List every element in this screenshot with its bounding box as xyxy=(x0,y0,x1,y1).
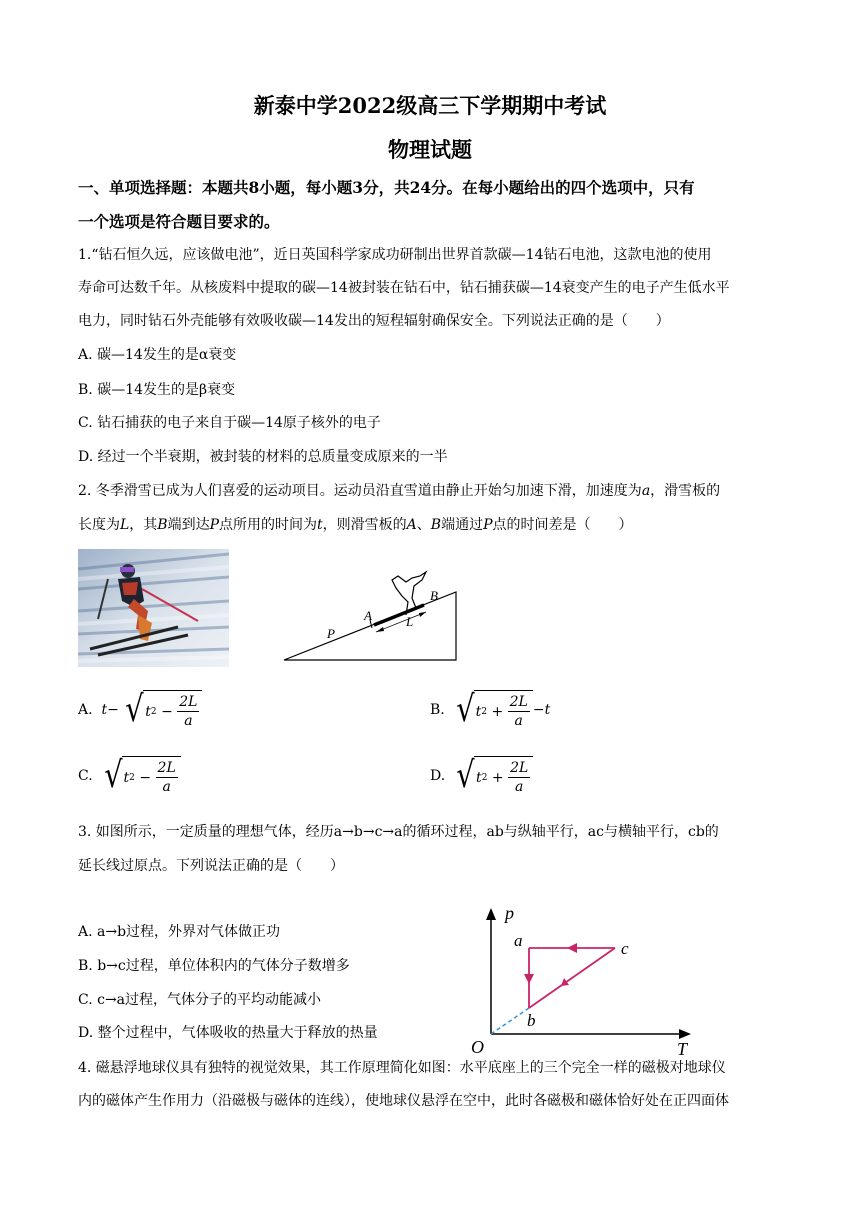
subject-title: 物理试题 xyxy=(388,137,472,162)
q4-stem-line1: 4. 磁悬浮地球仪具有独特的视觉效果，其工作原理简化如图：水平底座上的三个完全一样的磁极对地球仪 xyxy=(78,1060,726,1076)
origin-label: O xyxy=(471,1037,484,1057)
q3-option-a: A. a→b过程，外界对气体做正功 xyxy=(78,924,281,940)
exam-title: 新泰中学2022级高三下学期期中考试 xyxy=(253,93,607,118)
q2-stem-line1: 2. 冬季滑雪已成为人们喜爱的运动项目。运动员沿直雪道由静止开始匀加速下滑，加速度为a，滑雪板的 xyxy=(78,483,721,499)
p-t-graph xyxy=(465,900,695,1060)
q4-stem-line2: 内的磁体产生作用力（沿磁极与磁体的连线），使地球仪悬浮在空中，此时各磁极和磁体恰好处在正四面体 xyxy=(78,1093,729,1109)
q1-stem-line1: 1.“钻石恒久远，应该做电池”，近日英国科学家成功研制出世界首款碳—14钻石电池，这款电池的使用 xyxy=(78,247,712,263)
q1-option-b: B. 碳—14发生的是β衰变 xyxy=(78,382,236,398)
q3-option-d: D. 整个过程中，气体吸收的热量大于释放的热量 xyxy=(78,1025,378,1041)
q2-option-b: B. √ t 2 + $\frac{2L}{a}$ −t xyxy=(430,689,551,730)
axis-label-t: T xyxy=(677,1039,688,1059)
q1-option-a: A. 碳—14发生的是α衰变 xyxy=(78,347,237,363)
q1-option-c: C. 钻石捕获的电子来自于碳—14原子核外的电子 xyxy=(78,415,381,431)
q3-stem-line2: 延长线过原点。下列说法正确的是（ ） xyxy=(78,858,344,874)
point-b-label: b xyxy=(527,1011,536,1030)
section-heading-line2: 一个选项是符合题目要求的。 xyxy=(78,212,280,231)
q1-stem-line2: 寿命可达数千年。从核废料中提取的碳—14被封装在钻石中，钻石捕获碳—14衰变产生的电子产生低水平 xyxy=(78,280,730,296)
q2-option-d: D. √ t 2 + $\frac{2L}{a}$ xyxy=(430,756,533,796)
label-a: A xyxy=(364,608,372,623)
q1-stem-line3: 电力，同时钻石外壳能够有效吸收碳—14发出的短程辐射确保安全。下列说法正确的是（ ） xyxy=(78,313,670,329)
point-c-label: c xyxy=(621,939,629,958)
q2-option-c: C. √ t 2 − $\frac{2L}{a}$ xyxy=(78,756,181,796)
point-a-label: a xyxy=(514,931,523,950)
label-b: B xyxy=(430,588,438,603)
q1-option-d: D. 经过一个半衰期，被封装的材料的总质量变成原来的一半 xyxy=(78,449,448,465)
slope-diagram xyxy=(280,570,470,665)
q2-stem-line2: 长度为L，其B端到达P点所用的时间为t，则滑雪板的A、B端通过P点的时间差是（ ） xyxy=(78,517,633,533)
section-heading-line1: 一、单项选择题：本题共8小题，每小题3分，共24分。在每小题给出的四个选项中，只有 xyxy=(78,178,695,197)
q3-option-c: C. c→a过程，气体分子的平均动能减小 xyxy=(78,992,322,1008)
q2-option-a: A. t− √ t 2 − $\frac{2L}{a}$ xyxy=(78,690,202,730)
axis-label-p: p xyxy=(505,903,514,923)
skier-photo xyxy=(78,549,229,667)
q3-stem-line1: 3. 如图所示，一定质量的理想气体，经历a→b→c→a的循环过程，ab与纵轴平行，ac与横轴平行，cb的 xyxy=(78,824,719,840)
label-p: P xyxy=(327,626,335,641)
q3-option-b: B. b→c过程，单位体积内的气体分子数增多 xyxy=(78,958,350,974)
label-l: L xyxy=(406,614,414,629)
